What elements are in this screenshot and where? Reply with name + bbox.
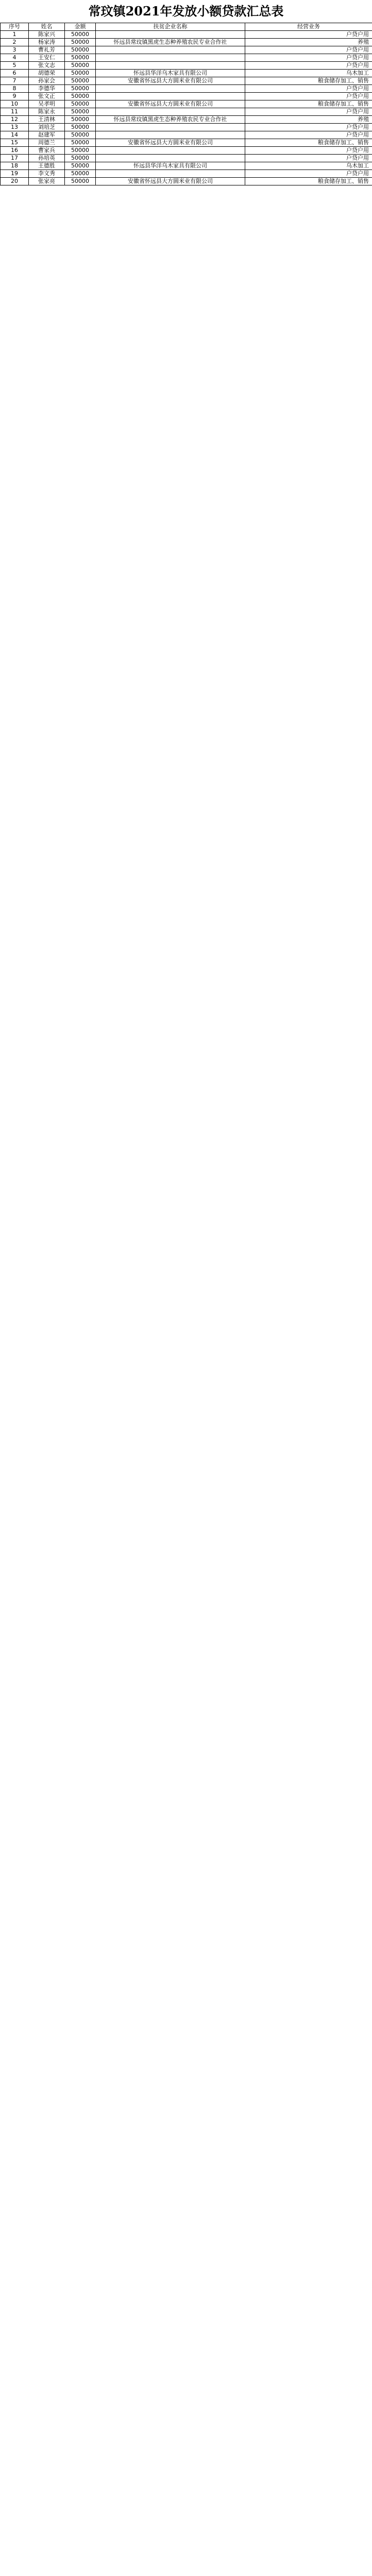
borrower-name: 周德兰 [29, 139, 65, 147]
business-type: 户贷户用 [245, 85, 372, 93]
business-type: 户贷户用 [245, 46, 372, 54]
row-index: 19 [1, 170, 29, 178]
row-index: 1 [1, 31, 29, 39]
borrower-name: 杨家涛 [29, 39, 65, 46]
row-index: 10 [1, 100, 29, 108]
loan-amount: 50000 [65, 77, 96, 85]
table-row [1, 139, 372, 147]
borrower-name: 陈家兴 [29, 31, 65, 39]
page-title: 常玟镇2021年发放小额贷款汇总表 [88, 4, 284, 19]
table-row [1, 39, 372, 46]
row-index: 16 [1, 147, 29, 155]
business-type: 户贷户用 [245, 93, 372, 100]
enterprise-name [96, 31, 245, 39]
borrower-name: 曹家兵 [29, 147, 65, 155]
business-type: 户贷户用 [245, 147, 372, 155]
borrower-name: 孙家会 [29, 77, 65, 85]
row-index: 4 [1, 54, 29, 62]
table-row [1, 147, 372, 155]
table-row [1, 162, 372, 170]
business-type: 户贷户用 [245, 108, 372, 116]
table-row [1, 77, 372, 85]
column-header: 扶贫企业名称 [96, 23, 245, 31]
borrower-name: 刘培芝 [29, 124, 65, 131]
business-type: 户贷户用 [245, 155, 372, 162]
business-type: 户贷户用 [245, 124, 372, 131]
enterprise-name: 怀远县常玟镇黑虎生态种养殖农民专业合作社 [96, 116, 245, 124]
row-index: 14 [1, 131, 29, 139]
enterprise-name: 怀远县华洋乌木家具有限公司 [96, 70, 245, 77]
business-type: 户贷户用 [245, 170, 372, 178]
enterprise-name [96, 85, 245, 93]
loan-amount: 50000 [65, 31, 96, 39]
borrower-name: 陈家永 [29, 108, 65, 116]
loan-amount: 50000 [65, 147, 96, 155]
table-row [1, 108, 372, 116]
enterprise-name [96, 54, 245, 62]
loan-amount: 50000 [65, 170, 96, 178]
enterprise-name [96, 108, 245, 116]
loan-table [0, 23, 372, 185]
row-index: 11 [1, 108, 29, 116]
business-type: 户贷户用 [245, 31, 372, 39]
table-row [1, 124, 372, 131]
table-row [1, 46, 372, 54]
business-type: 户贷户用 [245, 54, 372, 62]
business-type: 户贷户用 [245, 131, 372, 139]
enterprise-name: 安徽省怀远县大方圆米业有限公司 [96, 178, 245, 185]
enterprise-name: 安徽省怀远县大方圆米业有限公司 [96, 100, 245, 108]
table-row [1, 93, 372, 100]
loan-amount: 50000 [65, 139, 96, 147]
borrower-name: 胡德荣 [29, 70, 65, 77]
table-row [1, 70, 372, 77]
table-row [1, 54, 372, 62]
loan-amount: 50000 [65, 124, 96, 131]
enterprise-name [96, 131, 245, 139]
table-body [1, 31, 372, 185]
table-row [1, 116, 372, 124]
row-index: 9 [1, 93, 29, 100]
business-type: 户贷户用 [245, 62, 372, 70]
loan-amount: 50000 [65, 178, 96, 185]
borrower-name: 曹礼芳 [29, 46, 65, 54]
business-type: 粮食储存加工、销售 [245, 77, 372, 85]
row-index: 3 [1, 46, 29, 54]
table-row [1, 31, 372, 39]
column-header: 序号 [1, 23, 29, 31]
row-index: 2 [1, 39, 29, 46]
business-type: 乌木加工 [245, 162, 372, 170]
loan-amount: 50000 [65, 62, 96, 70]
column-header: 金额 [65, 23, 96, 31]
row-index: 20 [1, 178, 29, 185]
borrower-name: 李德华 [29, 85, 65, 93]
borrower-name: 张家亮 [29, 178, 65, 185]
enterprise-name: 怀远县华洋乌木家具有限公司 [96, 162, 245, 170]
row-index: 13 [1, 124, 29, 131]
enterprise-name: 安徽省怀远县大方圆米业有限公司 [96, 77, 245, 85]
enterprise-name [96, 93, 245, 100]
row-index: 15 [1, 139, 29, 147]
loan-amount: 50000 [65, 85, 96, 93]
borrower-name: 孙培英 [29, 155, 65, 162]
loan-summary-sheet [0, 0, 372, 185]
loan-amount: 50000 [65, 46, 96, 54]
business-type: 乌木加工 [245, 70, 372, 77]
enterprise-name [96, 46, 245, 54]
business-type: 养殖 [245, 39, 372, 46]
loan-amount: 50000 [65, 162, 96, 170]
borrower-name: 赵建军 [29, 131, 65, 139]
table-row [1, 62, 372, 70]
table-row [1, 178, 372, 185]
loan-amount: 50000 [65, 116, 96, 124]
business-type: 养殖 [245, 116, 372, 124]
row-index: 8 [1, 85, 29, 93]
row-index: 12 [1, 116, 29, 124]
row-index: 7 [1, 77, 29, 85]
column-header: 姓名 [29, 23, 65, 31]
loan-amount: 50000 [65, 131, 96, 139]
borrower-name: 张文志 [29, 62, 65, 70]
loan-amount: 50000 [65, 108, 96, 116]
row-index: 18 [1, 162, 29, 170]
business-type: 粮食储存加工、销售 [245, 100, 372, 108]
borrower-name: 王清林 [29, 116, 65, 124]
table-row [1, 85, 372, 93]
table-row [1, 131, 372, 139]
borrower-name: 李文秀 [29, 170, 65, 178]
enterprise-name [96, 155, 245, 162]
enterprise-name [96, 170, 245, 178]
borrower-name: 张文正 [29, 93, 65, 100]
loan-amount: 50000 [65, 93, 96, 100]
enterprise-name [96, 124, 245, 131]
business-type: 粮食储存加工、销售 [245, 139, 372, 147]
enterprise-name: 怀远县常玟镇黑虎生态种养殖农民专业合作社 [96, 39, 245, 46]
loan-amount: 50000 [65, 155, 96, 162]
table-row [1, 100, 372, 108]
business-type: 粮食储存加工、销售 [245, 178, 372, 185]
borrower-name: 吴孝明 [29, 100, 65, 108]
row-index: 6 [1, 70, 29, 77]
loan-amount: 50000 [65, 100, 96, 108]
enterprise-name: 安徽省怀远县大方圆米业有限公司 [96, 139, 245, 147]
loan-amount: 50000 [65, 70, 96, 77]
table-row [1, 155, 372, 162]
borrower-name: 王德胜 [29, 162, 65, 170]
borrower-name: 王安仁 [29, 54, 65, 62]
loan-amount: 50000 [65, 39, 96, 46]
row-index: 5 [1, 62, 29, 70]
enterprise-name [96, 62, 245, 70]
row-index: 17 [1, 155, 29, 162]
column-header: 经营业务 [245, 23, 372, 31]
enterprise-name [96, 147, 245, 155]
table-header-row [1, 23, 372, 31]
table-row [1, 170, 372, 178]
loan-amount: 50000 [65, 54, 96, 62]
